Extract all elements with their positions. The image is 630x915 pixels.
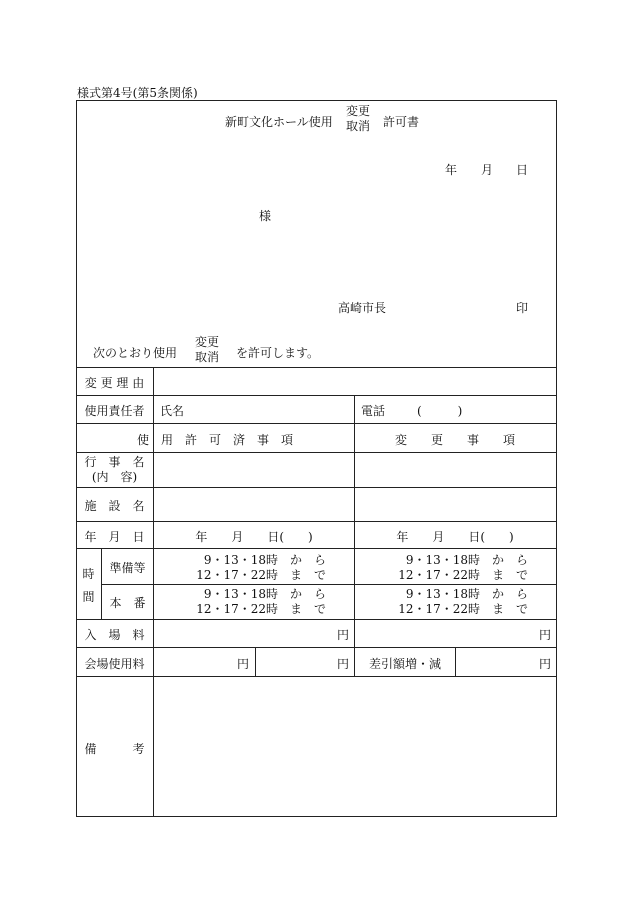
event-label-line1: 行 事 名: [84, 455, 145, 469]
time-to: 12・17・22時 ま で: [196, 602, 326, 616]
hall-fee-label: 会場使用料: [84, 657, 145, 671]
time-from: 9・13・18時 か ら: [405, 587, 528, 601]
phone-paren: ( ): [417, 404, 463, 418]
event-label-line2: (内 容): [91, 470, 138, 484]
time-label-1: 時: [82, 567, 95, 581]
time-to: 12・17・22時 ま で: [398, 568, 528, 582]
title-prefix: 新町文化ホール使用: [225, 115, 333, 129]
diff-label: 差引額増・減: [368, 657, 441, 671]
date-label: 年 月 日: [84, 530, 145, 544]
notice-option-cancel: 取消: [195, 350, 220, 364]
date-day: 日: [516, 163, 529, 177]
permitted-header: 使 用 許 可 済 事 項: [136, 433, 293, 447]
time-label-2: 間: [82, 590, 95, 604]
issuer-seal: 印: [516, 301, 529, 315]
permitted-main-times: [154, 587, 326, 617]
addressee-suffix: 様: [259, 209, 272, 223]
form-number: 様式第4号(第5条関係): [77, 86, 198, 100]
event-label: [76, 455, 153, 485]
title-options: [346, 104, 370, 134]
time-to: 12・17・22時 ま で: [398, 602, 528, 616]
admission-changed-yen: 円: [539, 628, 552, 642]
changes-header: 変 更 事 項: [394, 433, 515, 447]
notice-prefix: 次のとおり使用: [93, 346, 178, 360]
facility-label: 施 設 名: [84, 499, 145, 513]
issuer-name: 高崎市長: [338, 301, 387, 315]
permitted-date-value: 年 月 日( ): [195, 530, 313, 544]
reason-label: 変 更 理 由: [84, 376, 145, 390]
time-to: 12・17・22時 ま で: [196, 568, 326, 582]
title-option-cancel: 取消: [346, 119, 371, 133]
main-label: 本 番: [109, 596, 146, 610]
time-from: 9・13・18時 か ら: [203, 553, 326, 567]
changed-main-times: [355, 587, 528, 617]
notice-options: [195, 335, 219, 365]
notice-suffix: を許可します。: [236, 346, 320, 360]
title-option-change: 変更: [346, 104, 371, 118]
date-year: 年: [445, 163, 458, 177]
title-suffix: 許可書: [383, 115, 420, 129]
phone-label: 電話: [361, 404, 386, 418]
prep-label: 準備等: [109, 561, 146, 575]
permitted-prep-times: [154, 553, 326, 583]
admission-label: 入 場 料: [84, 628, 145, 642]
date-month: 月: [481, 163, 494, 177]
hall-fee-yen-1: 円: [237, 657, 250, 671]
time-from: 9・13・18時 か ら: [405, 553, 528, 567]
admission-permitted-yen: 円: [337, 628, 350, 642]
remarks-label: 備 考: [84, 742, 145, 756]
diff-yen: 円: [539, 657, 552, 671]
responsible-label: 使用責任者: [84, 404, 145, 418]
time-from: 9・13・18時 か ら: [203, 587, 326, 601]
notice-option-change: 変更: [195, 335, 220, 349]
name-label: 氏名: [160, 404, 185, 418]
changed-date-value: 年 月 日( ): [396, 530, 514, 544]
hall-fee-yen-2: 円: [337, 657, 350, 671]
changed-prep-times: [355, 553, 528, 583]
